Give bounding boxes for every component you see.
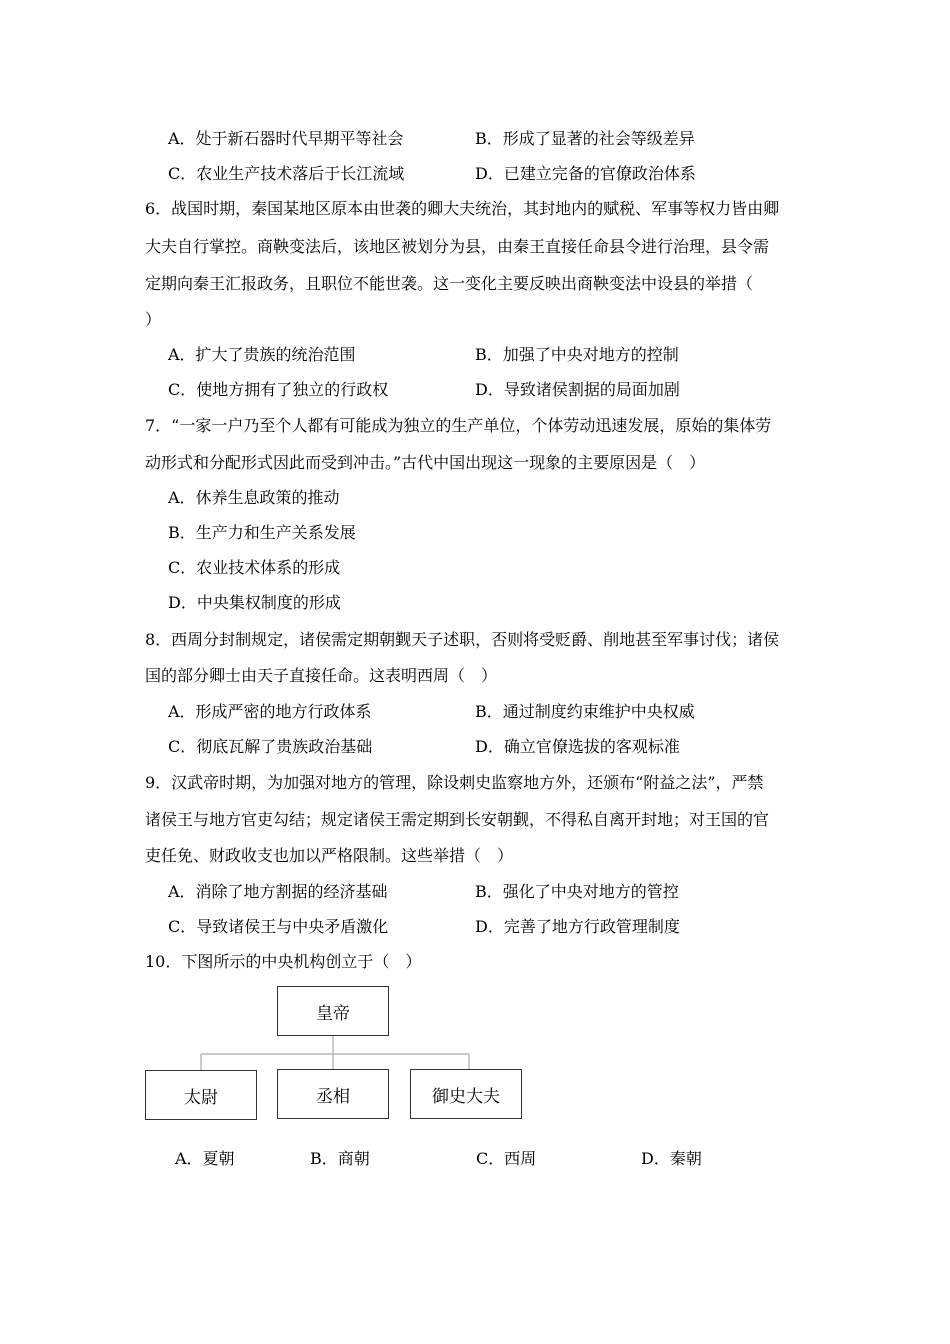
q9-stem-line-2: 诸侯王与地方官吏勾结；规定诸侯王需定期到长安朝觐，不得私自离开封地；对王国的官 [145, 810, 770, 829]
q6-option-a[interactable]: A．扩大了贵族的统治范围 [168, 345, 356, 364]
q7-option-c[interactable]: C．农业技术体系的形成 [168, 558, 341, 577]
diagram-node-censor: 御史大夫 [410, 1069, 522, 1119]
q10-option-b[interactable]: B．商朝 [310, 1149, 370, 1168]
q6-stem-line-2: 大夫自行掌控。商鞅变法后，该地区被划分为县，由秦王直接任命县令进行治理，县令需 [145, 237, 770, 256]
q5-option-b[interactable]: B．形成了显著的社会等级差异 [475, 129, 695, 148]
q8-option-b[interactable]: B．通过制度约束维护中央权威 [475, 702, 695, 721]
q5-option-d[interactable]: D．已建立完备的官僚政治体系 [475, 164, 696, 183]
q6-option-c[interactable]: C．使地方拥有了独立的行政权 [168, 380, 389, 399]
q5-option-c[interactable]: C．农业生产技术落后于长江流域 [168, 164, 405, 183]
q10-option-c[interactable]: C．西周 [476, 1149, 537, 1168]
q8-option-c[interactable]: C．彻底瓦解了贵族政治基础 [168, 737, 373, 756]
q10-stem: 10．下图所示的中央机构创立于（ ） [145, 952, 422, 971]
diagram-node-chancellor: 丞相 [277, 1069, 389, 1119]
q8-stem-line-2: 国的部分卿士由天子直接任命。这表明西周（ ） [145, 666, 498, 685]
q6-option-d[interactable]: D．导致诸侯割据的局面加剧 [475, 380, 680, 399]
q9-option-d[interactable]: D．完善了地方行政管理制度 [475, 917, 680, 936]
q9-option-b[interactable]: B．强化了中央对地方的管控 [475, 882, 679, 901]
q5-option-a[interactable]: A．处于新石器时代早期平等社会 [168, 129, 404, 148]
q8-option-a[interactable]: A．形成严密的地方行政体系 [168, 702, 372, 721]
q7-option-b[interactable]: B．生产力和生产关系发展 [168, 523, 356, 542]
q9-stem-line-3: 吏任免、财政收支也加以严格限制。这些举措（ ） [145, 846, 514, 865]
q9-stem-line-1: 9．汉武帝时期，为加强对地方的管理，除设刺史监察地方外，还颁布“附益之法”，严禁 [145, 773, 764, 792]
q10-option-d[interactable]: D．秦朝 [641, 1149, 702, 1168]
q6-stem-line-4: ） [145, 310, 162, 329]
q7-option-a[interactable]: A．休养生息政策的推动 [168, 488, 340, 507]
q7-option-d[interactable]: D．中央集权制度的形成 [168, 593, 341, 612]
q9-option-a[interactable]: A．消除了地方割据的经济基础 [168, 882, 388, 901]
diagram-node-taiwei: 太尉 [145, 1070, 257, 1120]
q6-stem-line-3: 定期向秦王汇报政务，且职位不能世袭。这一变化主要反映出商鞅变法中设县的举措（ [145, 274, 754, 293]
q10-option-a[interactable]: A．夏朝 [175, 1149, 235, 1168]
q6-stem-line-1: 6．战国时期，秦国某地区原本由世袭的卿大夫统治，其封地内的赋税、军事等权力皆由卿 [145, 199, 780, 218]
q8-option-d[interactable]: D．确立官僚选拔的客观标准 [475, 737, 680, 756]
q6-option-b[interactable]: B．加强了中央对地方的控制 [475, 345, 679, 364]
q7-stem-line-2: 动形式和分配形式因此而受到冲击。”古代中国出现这一现象的主要原因是（ ） [145, 453, 706, 472]
diagram-node-emperor: 皇帝 [277, 986, 389, 1036]
q9-option-c[interactable]: C．导致诸侯王与中央矛盾激化 [168, 917, 389, 936]
q8-stem-line-1: 8．西周分封制规定，诸侯需定期朝觐天子述职，否则将受贬爵、削地甚至军事讨伐；诸侯 [145, 630, 780, 649]
q7-stem-line-1: 7．“一家一户乃至个人都有可能成为独立的生产单位，个体劳动迅速发展，原始的集体劳 [145, 416, 772, 435]
